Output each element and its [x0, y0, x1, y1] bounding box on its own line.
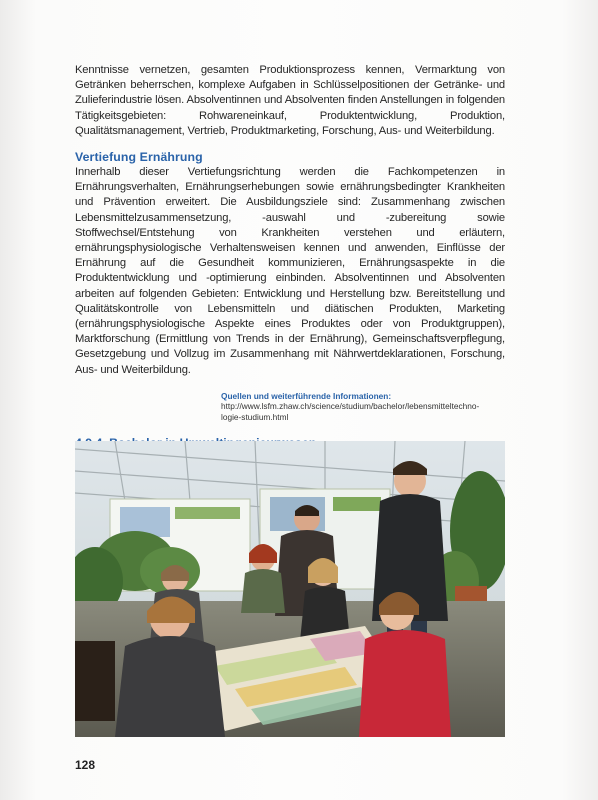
sources-url-line1: http://www.lsfm.zhaw.ch/science/studium/bachelor/lebensmitteltechno-	[221, 401, 480, 412]
sources-title: Quellen und weiterführende Informationen:	[221, 390, 392, 401]
section-paragraph-ernaehrung: Innerhalb dieser Vertiefungsrichtung werden die Fachkompetenzen in Ernährungsverhalten, Ernährungserhebungen sowie ernährungsbedingter Krankheiten und Prävention erweitert. Die Ausbildungsziele sind: Zusammenhang zwischen Lebensmittelzusammensetzung, -auswahl und -zubereitung sowie Stoffwechsel/Entstehung von Krankheiten verstehen und erläutern, ernährungsphysiologische Verhaltensweisen kennen und anwenden, Einflüsse der Ernährung auf die Gesundheit kommunizieren, Ernährungsaspekte in die Produktentwicklung und -optimierung einbinden. Absolventinnen und Absolventen arbeiten auf folgenden Gebieten: Entwicklung und Herstellung bzw. Bereitstellung und Qualitätskontrolle von Lebensmitteln und diätischen Produkten, Marketing (ernährungsphysiologische Aspekte eines Produktes oder von Produktgruppen), Marktforschung (Ermittlung von Trends in der Ernährung), Gemeinschaftsverpflegung, Gesetzgebung und Vollzug im Zusammenhang mit Nährwertdeklarationen, Forschung, Aus- und Weiterbildung.	[75, 166, 505, 376]
section-heading-ernaehrung: Vertiefung Ernährung	[75, 150, 203, 165]
sources-url-line2: logie-studium.html	[221, 411, 289, 422]
sources-block	[221, 391, 505, 423]
text-column	[75, 63, 505, 450]
sources-url[interactable]	[221, 401, 505, 422]
page-number: 128	[75, 758, 96, 772]
photo-illustration	[75, 441, 505, 737]
greenhouse-workshop-photo	[75, 441, 505, 737]
intro-paragraph: Kenntnisse vernetzen, gesamten Produktionsprozess kennen, Vermarktung von Getränken beherrschen, komplexe Aufgaben in Schlüsselpositionen der Getränke- und Zulieferindustrie lösen. Absolventinnen und Absolventen finden Anstellungen in folgenden Tätigkeitsgebieten: Rohwareneinkauf, Produktentwicklung, Produktion, Qualitätsmanagement, Vertrieb, Produktmarketing, Forschung, Aus- und Weiterbildung.	[75, 64, 505, 137]
